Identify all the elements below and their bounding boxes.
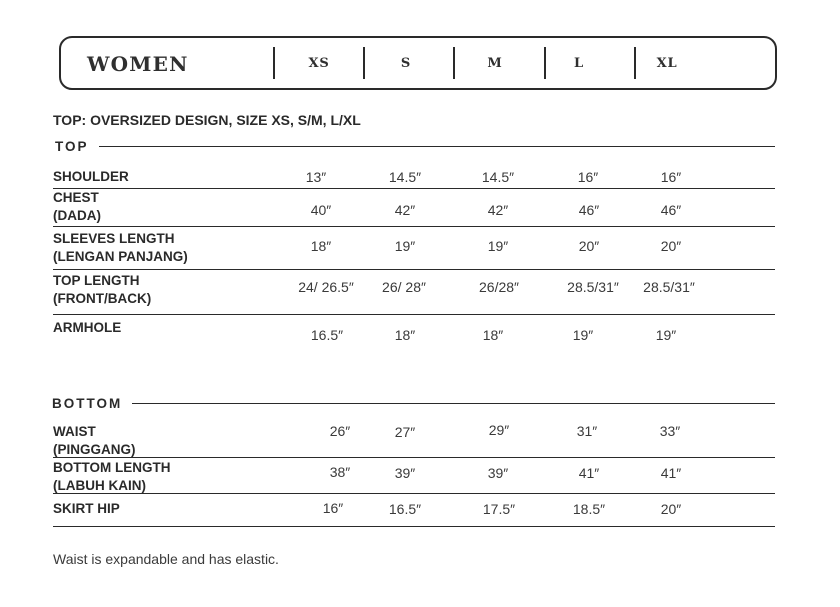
cell-toplength-l: 28.5/31″ <box>567 279 619 295</box>
row-divider <box>53 226 775 227</box>
cell-chest-l: 46″ <box>578 202 600 218</box>
row-divider <box>53 314 775 315</box>
cell-sleeves-m: 19″ <box>487 238 509 254</box>
cell-bottomlength-s: 39″ <box>394 465 416 481</box>
row-divider <box>53 526 775 527</box>
cell-bottomlength-l: 41″ <box>578 465 600 481</box>
cell-shoulder-s: 14.5″ <box>388 169 422 185</box>
size-s-header: S <box>400 56 412 71</box>
top-section-label: TOP <box>55 139 99 154</box>
cell-skirthip-xl: 20″ <box>660 501 682 517</box>
cell-chest-m: 42″ <box>487 202 509 218</box>
cell-chest-xl: 46″ <box>660 202 682 218</box>
row-label-waist: WAIST (PINGGANG) <box>53 424 136 457</box>
cell-shoulder-m: 14.5″ <box>481 169 515 185</box>
cell-sleeves-l: 20″ <box>578 238 600 254</box>
cell-toplength-m: 26/28″ <box>479 279 519 295</box>
cell-armhole-s: 18″ <box>394 327 416 343</box>
cell-waist-xs: 26″ <box>329 423 351 439</box>
row-divider <box>53 493 775 494</box>
cell-toplength-xl: 28.5/31″ <box>643 279 695 295</box>
cell-toplength-s: 26/ 28″ <box>382 279 426 295</box>
cell-sleeves-xs: 18″ <box>310 238 332 254</box>
cell-shoulder-xl: 16″ <box>660 169 682 185</box>
row-label-bottom-length: BOTTOM LENGTH (LABUH KAIN) <box>53 460 171 493</box>
cell-chest-xs: 40″ <box>310 202 332 218</box>
top-section-rule <box>60 146 775 147</box>
category-title: WOMEN <box>87 52 189 76</box>
cell-waist-l: 31″ <box>576 423 598 439</box>
row-label-sleeves-length: SLEEVES LENGTH (LENGAN PANJANG) <box>53 231 188 264</box>
bottom-section-label: BOTTOM <box>52 396 132 411</box>
cell-shoulder-l: 16″ <box>577 169 599 185</box>
cell-armhole-m: 18″ <box>482 327 504 343</box>
size-header-bar <box>59 36 777 90</box>
header-divider <box>453 47 455 79</box>
size-xl-header: XL <box>656 56 678 71</box>
cell-armhole-xs: 16.5″ <box>310 327 344 343</box>
row-divider <box>53 188 775 189</box>
cell-sleeves-xl: 20″ <box>660 238 682 254</box>
cell-armhole-xl: 19″ <box>655 327 677 343</box>
row-divider <box>53 269 775 270</box>
cell-skirthip-s: 16.5″ <box>388 501 422 517</box>
cell-bottomlength-xl: 41″ <box>660 465 682 481</box>
cell-bottomlength-xs: 38″ <box>329 464 351 480</box>
cell-shoulder-xs: 13″ <box>305 169 327 185</box>
size-l-header: L <box>574 56 584 71</box>
cell-skirthip-l: 18.5″ <box>572 501 606 517</box>
footnote: Waist is expandable and has elastic. <box>53 551 279 567</box>
row-label-chest: CHEST (DADA) <box>53 190 101 223</box>
cell-waist-xl: 33″ <box>659 423 681 439</box>
cell-toplength-xs: 24/ 26.5″ <box>298 279 354 295</box>
cell-bottomlength-m: 39″ <box>487 465 509 481</box>
cell-armhole-l: 19″ <box>572 327 594 343</box>
cell-sleeves-s: 19″ <box>394 238 416 254</box>
header-divider <box>273 47 275 79</box>
bottom-section-rule <box>60 403 775 404</box>
header-divider <box>634 47 636 79</box>
row-label-shoulder: SHOULDER <box>53 169 129 184</box>
cell-waist-s: 27″ <box>394 424 416 440</box>
size-m-header: M <box>487 56 503 71</box>
size-xs-header: XS <box>308 56 330 71</box>
row-label-armhole: ARMHOLE <box>53 320 122 335</box>
top-design-note: TOP: OVERSIZED DESIGN, SIZE XS, S/M, L/XL <box>53 112 361 128</box>
row-label-top-length: TOP LENGTH (FRONT/BACK) <box>53 273 152 306</box>
cell-waist-m: 29″ <box>488 422 510 438</box>
header-divider <box>363 47 365 79</box>
cell-chest-s: 42″ <box>394 202 416 218</box>
header-divider <box>544 47 546 79</box>
cell-skirthip-m: 17.5″ <box>482 501 516 517</box>
row-label-skirt-hip: SKIRT HIP <box>53 501 120 516</box>
cell-skirthip-xs: 16″ <box>322 500 344 516</box>
